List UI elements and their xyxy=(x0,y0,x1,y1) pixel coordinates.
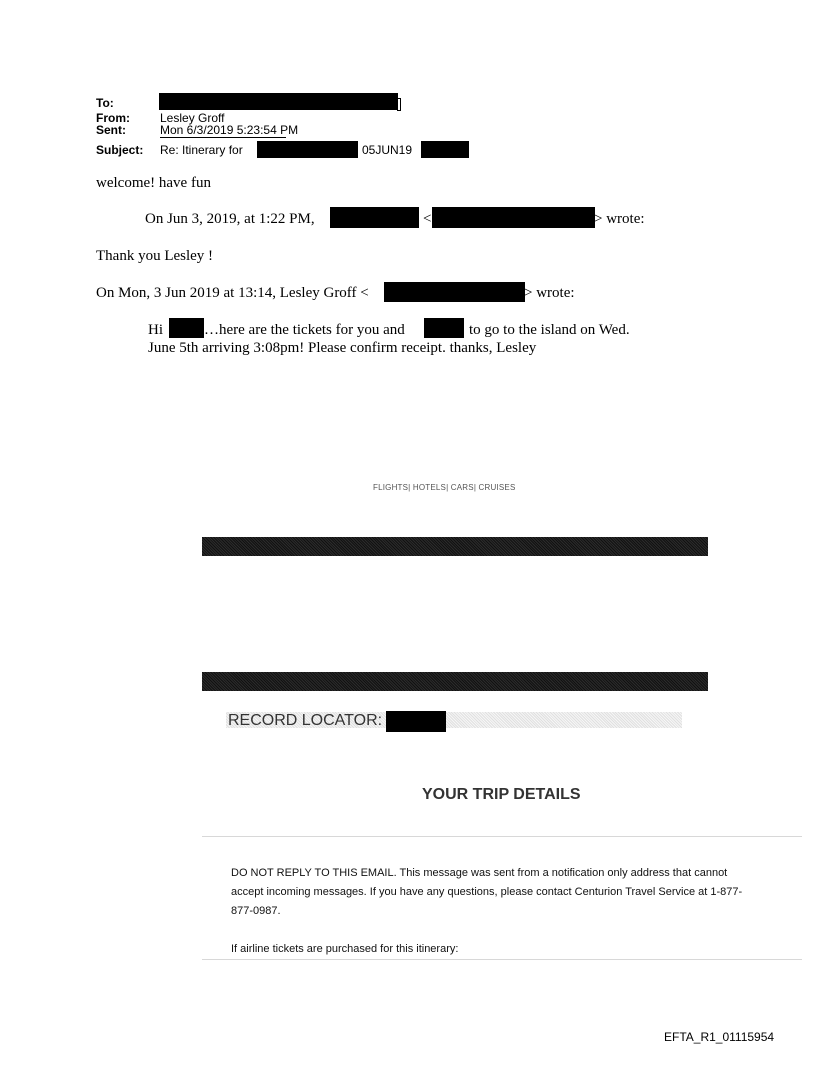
sent-underline xyxy=(160,137,286,138)
travel-nav-links[interactable]: FLIGHTS| HOTELS| CARS| CRUISES xyxy=(373,483,516,492)
redacted-companion-name xyxy=(424,318,464,338)
from-label: From: xyxy=(96,111,130,125)
redacted-sender-email xyxy=(432,207,595,228)
message-part2: to go to the island on Wed. xyxy=(469,322,630,338)
message-hi: Hi xyxy=(148,322,163,338)
sent-value: Mon 6/3/2019 5:23:54 PM xyxy=(160,123,299,137)
sent-label: Sent: xyxy=(96,123,126,137)
airline-ticket-note: If airline tickets are purchased for this itinerary: xyxy=(231,943,459,955)
redacted-record-locator xyxy=(386,711,446,732)
redacted-subject-extra xyxy=(421,141,469,158)
quote1-suffix: > wrote: xyxy=(594,211,645,227)
message-part1: …here are the tickets for you and xyxy=(204,322,405,338)
subject-label: Subject: xyxy=(96,143,144,157)
document-id: EFTA_R1_01115954 xyxy=(664,1030,775,1044)
quote1-prefix: On Jun 3, 2019, at 1:22 PM, xyxy=(145,211,315,227)
record-locator-label: RECORD LOCATOR: xyxy=(228,712,383,729)
to-label: To: xyxy=(96,96,114,110)
bracket-mark xyxy=(397,98,401,111)
from-value: Lesley Groff xyxy=(160,111,225,125)
subject-code: 05JUN19 xyxy=(362,143,413,157)
quote1-lt: < xyxy=(423,211,432,227)
divider-bottom xyxy=(202,959,802,960)
redacted-sender-name xyxy=(330,207,419,228)
redacted-groff-email xyxy=(384,282,525,302)
subject-prefix: Re: Itinerary for xyxy=(160,143,243,157)
redacted-recipient-first-name xyxy=(169,318,204,338)
redacted-recipient xyxy=(159,93,398,110)
quote2-suffix: > wrote: xyxy=(524,285,575,301)
no-reply-notice: DO NOT REPLY TO THIS EMAIL. This message was sent from a notification only address that cannot accept incoming messages. If you have any questions, please contact Centurion Travel Service at 1-877-877-0987. xyxy=(231,867,743,917)
redacted-banner-top xyxy=(202,537,708,556)
trip-details-title: YOUR TRIP DETAILS xyxy=(422,786,581,803)
redacted-subject-name xyxy=(257,141,358,158)
redacted-banner-bottom xyxy=(202,672,708,691)
divider-top xyxy=(202,836,802,837)
thanks-text: Thank you Lesley ! xyxy=(96,248,214,264)
quote2-prefix: On Mon, 3 Jun 2019 at 13:14, Lesley Groff < xyxy=(96,285,369,301)
reply-text: welcome! have fun xyxy=(96,175,211,191)
message-line2: June 5th arriving 3:08pm! Please confirm receipt. thanks, Lesley xyxy=(148,340,537,356)
